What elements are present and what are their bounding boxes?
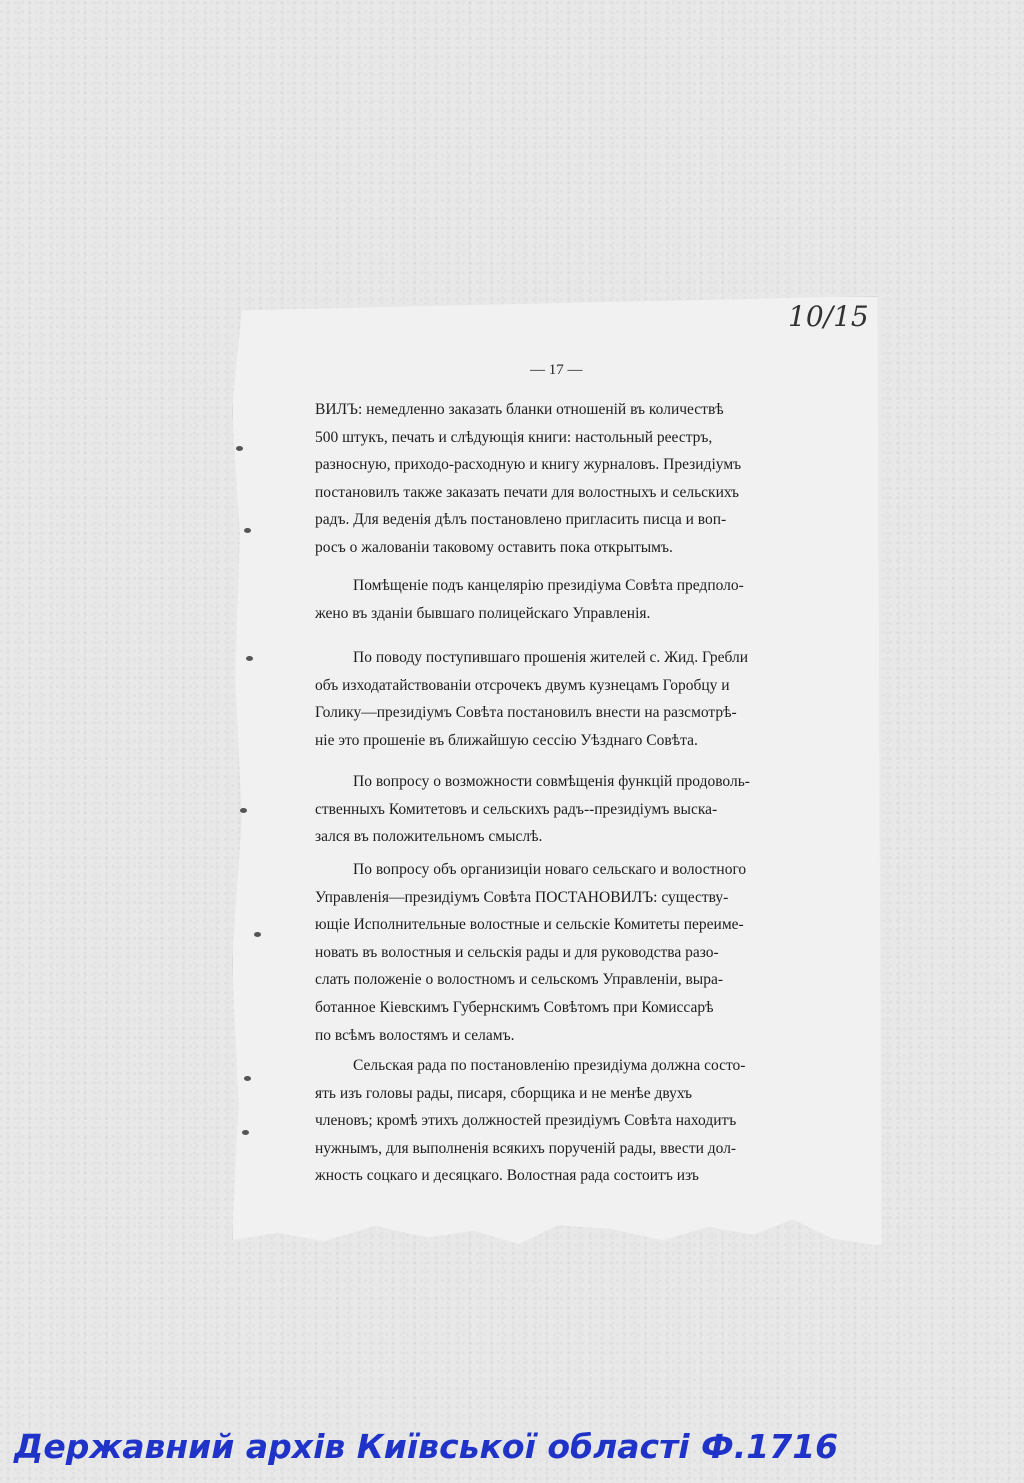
handwritten-folio-number: 10/15: [788, 300, 869, 333]
text-line: ніе это прошеніе въ ближайшую сессію Уѣзднаго Совѣта.: [315, 731, 698, 749]
binding-hole-mark: [236, 446, 243, 451]
binding-hole-mark: [244, 1076, 251, 1081]
text-line: ственныхъ Комитетовъ и сельскихъ радъ--президіумъ выска-: [315, 800, 718, 818]
archive-caption: Державний архів Київської області Ф.1716: [14, 1427, 839, 1466]
text-line: По вопросу объ организиціи новаго сельскаго и волостного: [353, 861, 747, 878]
text-line: Сельская рада по постановленію президіума должна состо-: [353, 1057, 746, 1074]
text-line: по всѣмъ волостямъ и селамъ.: [315, 1026, 515, 1044]
text-line: жность соцкаго и десяцкаго. Волостная рада состоитъ изъ: [315, 1167, 699, 1185]
text-line: По вопросу о возможности совмѣщенія функцій продоволь-: [353, 773, 750, 790]
text-line: жено въ зданіи бывшаго полицейскаго Управленія.: [315, 604, 651, 622]
text-line: постановилъ также заказать печати для волостныхъ и сельскихъ: [315, 483, 740, 501]
text-line: объ изходатайствованіи отсрочекъ двумъ кузнецамъ Горобцу и: [315, 676, 730, 694]
text-line: радъ. Для веденія дѣлъ постановлено пригласить писца и воп-: [315, 511, 727, 529]
text-line: 500 штукъ, печать и слѣдующія книги: настольный реестръ,: [315, 428, 713, 446]
text-line: новать въ волостныя и сельскія рады и для руководства разо-: [315, 943, 719, 961]
paragraph-5: [315, 856, 820, 1049]
binding-hole-mark: [240, 808, 247, 813]
text-line: ботанное Кіевскимъ Губернскимъ Совѣтомъ при Комиссарѣ: [315, 998, 714, 1016]
text-line: росъ о жалованіи таковому оставить пока открытымъ.: [315, 538, 673, 556]
binding-hole-mark: [254, 932, 261, 937]
text-line: Голику—президіумъ Совѣта постановилъ внести на разсмотрѣ-: [315, 704, 737, 722]
text-line: ющіе Исполнительные волостные и сельскіе Комитеты переиме-: [315, 916, 744, 934]
text-line: разносную, приходо-расходную и книгу журналовъ. Президіумъ: [315, 456, 742, 474]
text-line: По поводу поступившаго прошенія жителей с. Жид. Гребли: [353, 649, 749, 666]
paragraph-3: [315, 644, 820, 754]
paragraph-2: [315, 572, 820, 627]
binding-hole-mark: [246, 656, 253, 661]
text-line: нужнымъ, для выполненія всякихъ порученій рады, ввести дол-: [315, 1139, 737, 1157]
paragraph-1: [315, 396, 820, 562]
text-line: членовъ; кромѣ этихъ должностей президіумъ Совѣта находитъ: [315, 1112, 737, 1130]
page-number: — 17 —: [530, 362, 583, 378]
text-line: зался въ положительномъ смыслѣ.: [315, 828, 543, 846]
text-line: ВИЛЪ: немедленно заказать бланки отношеній въ количествѣ: [315, 401, 724, 418]
binding-hole-mark: [242, 1130, 249, 1135]
text-line: Управленія—президіумъ Совѣта ПОСТАНОВИЛЪ: существу-: [315, 888, 729, 906]
text-line: Помѣщеніе подъ канцелярію президіума Совѣта предполо-: [353, 577, 744, 594]
binding-hole-mark: [244, 528, 251, 533]
text-line: ять изъ головы рады, писаря, сборщика и не менѣе двухъ: [315, 1084, 693, 1102]
paragraph-6: [315, 1052, 820, 1190]
text-line: слать положеніе о волостномъ и сельскомъ Управленіи, выра-: [315, 971, 723, 989]
paragraph-4: [315, 768, 820, 851]
